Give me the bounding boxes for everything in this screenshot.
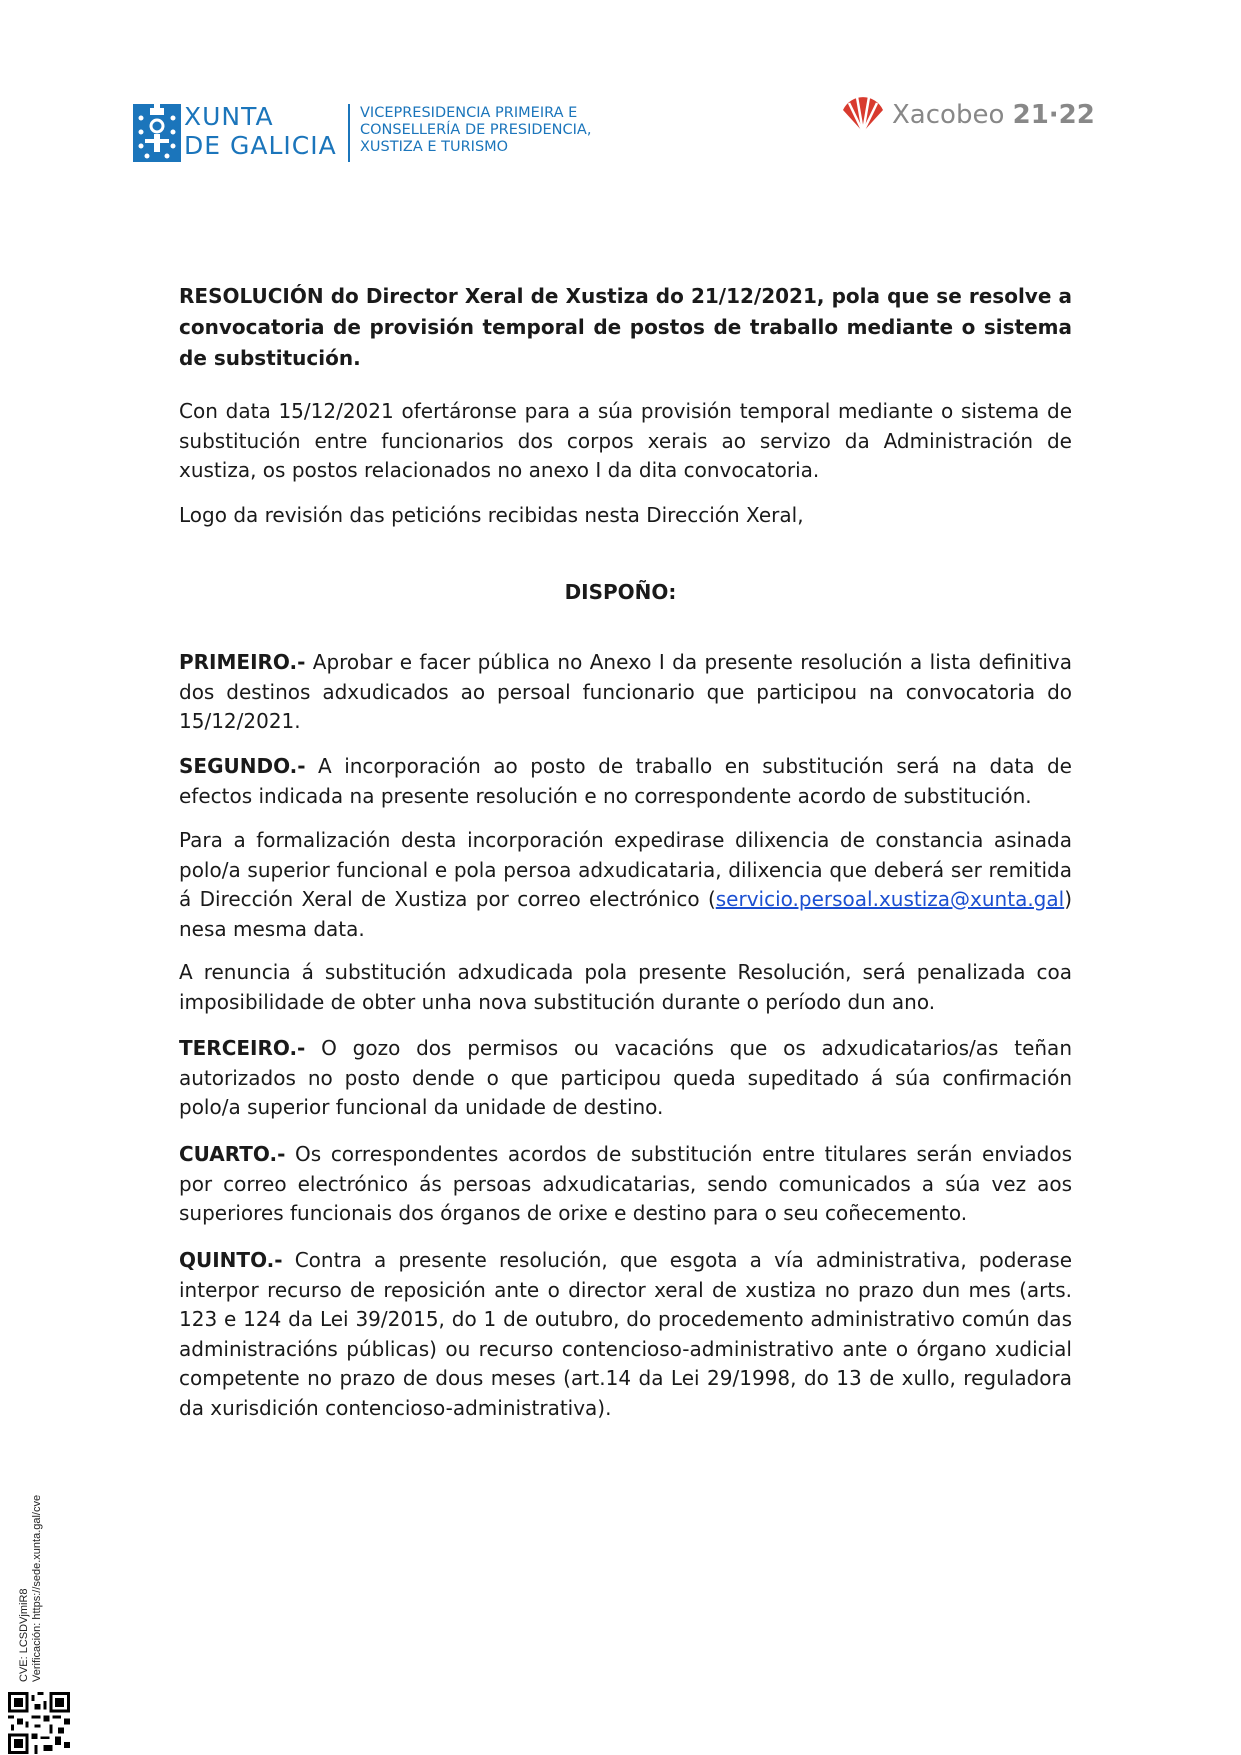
xunta-coat-of-arms-icon [133, 104, 181, 162]
formalizacion-paragraph [179, 826, 1072, 944]
dept-line-1: VICEPRESIDENCIA PRIMEIRA E [360, 105, 578, 121]
xacobeo-year: 21·22 [1012, 100, 1095, 130]
cve-code: CVE: LCSDVjmiR8 [18, 1588, 30, 1682]
verification-stamp [18, 1495, 44, 1682]
cuarto-paragraph [179, 1140, 1072, 1229]
header-divider [348, 104, 350, 162]
intro-paragraph-2: Logo da revisión das peticións recibidas nesta Dirección Xeral, [179, 503, 804, 527]
dept-line-2: CONSELLERÍA DE PRESIDENCIA, [360, 122, 592, 138]
terceiro-label: TERCEIRO.- [179, 1036, 306, 1060]
cuarto-label: CUARTO.- [179, 1142, 286, 1166]
segundo-paragraph [179, 752, 1072, 811]
xacobeo-word: Xacobeo [892, 100, 1005, 130]
xunta-de-galicia-wordmark [184, 102, 337, 160]
intro-paragraph-1: Con data 15/12/2021 ofertáronse para a súa provisión temporal mediante o sistema de substitución entre funcionarios dos corpos xerais ao servizo da Administración de xustiza, os postos relacionados no anexo I da dita convocatoria. [179, 399, 1072, 482]
xacobeo-wordmark [892, 100, 1095, 130]
quinto-text: Contra a presente resolución, que esgota a vía administrativa, poderase interpor recurso de reposición ante o director xeral de xustiza no prazo dun mes (arts. 123 e 124 da Lei 39/2015, do 1 de outubro, do procedemento administrativo común das administracións públicas) ou recurso contencioso-administrativo ante o órgano xudicial competente no prazo de dous meses (art.14 da Lei 29/1998, do 13 de xullo, reguladora da xurisdición contencioso-administrativa). [179, 1248, 1072, 1420]
renuncia-paragraph: A renuncia á substitución adxudicada pola presente Resolución, será penalizada coa imposibilidade de obter unha nova substitución durante o período dun ano. [179, 960, 1072, 1014]
org-line-1: XUNTA [184, 102, 274, 131]
primeiro-label: PRIMEIRO.- [179, 650, 306, 674]
formalizacion-text: Para a formalización desta incorporación expedirase dilixencia de constancia asinada polo/a superior funcional e pola persoa adxudicataria, dilixencia que deberá ser remitida á Dirección Xeral de Xustiza por correo electrónico ( [179, 828, 1072, 911]
department-name [360, 105, 591, 156]
primeiro-paragraph [179, 648, 1072, 737]
primeiro-text: Aprobar e facer pública no Anexo I da presente resolución a lista definitiva dos destinos adxudicados ao persoal funcionario que participou na convocatoria do 15/12/2021. [179, 650, 1072, 733]
terceiro-text: O gozo dos permisos ou vacacións que os adxudicatarios/as teñan autorizados no posto dende o que participou queda supeditado á súa confirmación polo/a superior funcional da unidade de destino. [179, 1036, 1072, 1119]
org-line-2: DE GALICIA [184, 131, 337, 160]
qr-code-icon [8, 1692, 70, 1754]
xacobeo-shell-icon [840, 94, 886, 134]
quinto-paragraph [179, 1246, 1072, 1423]
terceiro-paragraph [179, 1034, 1072, 1123]
cuarto-text: Os correspondentes acordos de substitución entre titulares serán enviados por correo electrónico ás persoas adxudicatarias, sendo comunicados a súa vez aos superiores funcionais dos órganos de orixe e destino para o seu coñecemento. [179, 1142, 1072, 1225]
segundo-label: SEGUNDO.- [179, 754, 306, 778]
dept-line-3: XUSTIZA E TURISMO [360, 139, 509, 155]
document-title: RESOLUCIÓN do Director Xeral de Xustiza do 21/12/2021, pola que se resolve a convocatoria de provisión temporal de postos de traballo mediante o sistema de substitución. [179, 284, 1072, 370]
verification-url: Verificación: https://sede.xunta.gal/cve [31, 1494, 43, 1682]
quinto-label: QUINTO.- [179, 1248, 283, 1272]
formalizacion-end: ) nesa mesma data. [179, 887, 1072, 941]
segundo-text: A incorporación ao posto de traballo en substitución será na data de efectos indicada na presente resolución e no correspondente acordo de substitución. [179, 754, 1072, 808]
disposition-heading: DISPOÑO: [564, 580, 677, 604]
email-link[interactable]: servicio.persoal.xustiza@xunta.gal [715, 887, 1065, 911]
